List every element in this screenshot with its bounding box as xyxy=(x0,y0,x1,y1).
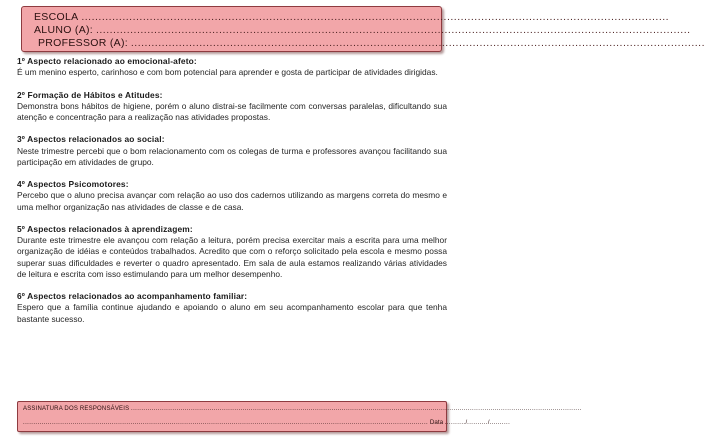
date-year-line: .......... xyxy=(489,420,511,426)
student-field xyxy=(34,24,691,37)
date-label: Data xyxy=(429,419,444,426)
date-day-line: .......... xyxy=(444,420,466,426)
student-label: ALUNO (A): xyxy=(34,24,94,36)
school-line: ............................................................................................................................................................................ xyxy=(81,11,670,23)
student-line: .............................................................................................................................................................................. xyxy=(95,24,691,36)
signature-field xyxy=(23,406,582,412)
header-box xyxy=(21,6,705,52)
date-field xyxy=(23,419,511,426)
section-title: 6º Aspectos relacionados ao acompanhamento familiar: xyxy=(17,291,248,302)
teacher-line: ........................................................................................................................................................................ xyxy=(130,37,705,49)
section-title: 5º Aspectos relacionados à aprendizagem: xyxy=(17,223,193,234)
signature-line-2: .................................................................................................................................................................................................... xyxy=(23,420,429,426)
teacher-field xyxy=(38,37,705,50)
section-habits xyxy=(17,90,447,124)
date-month-line: .......... xyxy=(467,420,488,426)
section-emotional xyxy=(17,56,447,78)
section-title: 4º Aspectos Psicomotores: xyxy=(17,179,129,190)
section-text: Espero que a família continue ajudando e apoiando o aluno em seu acompanhamento escolar para que tenha bastante sucesso. xyxy=(17,302,447,324)
signature-label: ASSINATURA DOS RESPONSÁVEIS xyxy=(23,406,130,412)
date-separator: / xyxy=(487,420,490,426)
signature-line: .......................................................................................................................................................................................................................... xyxy=(131,406,582,412)
section-social xyxy=(17,134,447,168)
section-text: É um menino esperto, carinhoso e com bom potencial para aprender e gosta de participar de atividades dirigidas. xyxy=(17,67,438,78)
teacher-label: PROFESSOR (A): xyxy=(38,37,128,49)
section-text: Demonstra bons hábitos de higiene, porém o aluno distrai-se facilmente com conversas paralelas, dificultando sua atenção e concentração para a realização nas atividades propostas. xyxy=(17,100,447,122)
section-family xyxy=(17,291,447,325)
section-title: 2º Formação de Hábitos e Atitudes: xyxy=(17,89,163,100)
date-separator: / xyxy=(465,420,468,426)
section-title: 1º Aspecto relacionado ao emocional-afeto: xyxy=(17,56,197,66)
section-psychomotor xyxy=(17,179,447,213)
section-text: Durante este trimestre ele avançou com relação a leitura, porém precisa exercitar mais a escrita para uma melhor organização de idéias e conteúdos trabalhados. Acredito que com o reforço solicitado pela escola e mesmo possa superar suas dificuldades e reverter o quadro apresentado. Em sala de aula estamos realizando várias atividades de leitura e escrita com isso estimulando para um melhor desempenho. xyxy=(17,235,447,279)
section-text: Neste trimestre percebi que o bom relacionamento com os colegas de turma e professores avançou facilitando sua participação em atividades de grupo. xyxy=(17,145,447,167)
section-text: Percebo que o aluno precisa avançar com relação ao uso dos cadernos utilizando as margens correta do mesmo e uma melhor organização nas atividades de classe e de casa. xyxy=(17,190,447,212)
school-label: ESCOLA xyxy=(34,11,79,23)
section-learning xyxy=(17,224,447,280)
section-title: 3º Aspectos relacionados ao social: xyxy=(17,134,165,145)
report-content xyxy=(17,56,447,335)
signature-box xyxy=(17,401,582,432)
school-field xyxy=(34,11,670,24)
